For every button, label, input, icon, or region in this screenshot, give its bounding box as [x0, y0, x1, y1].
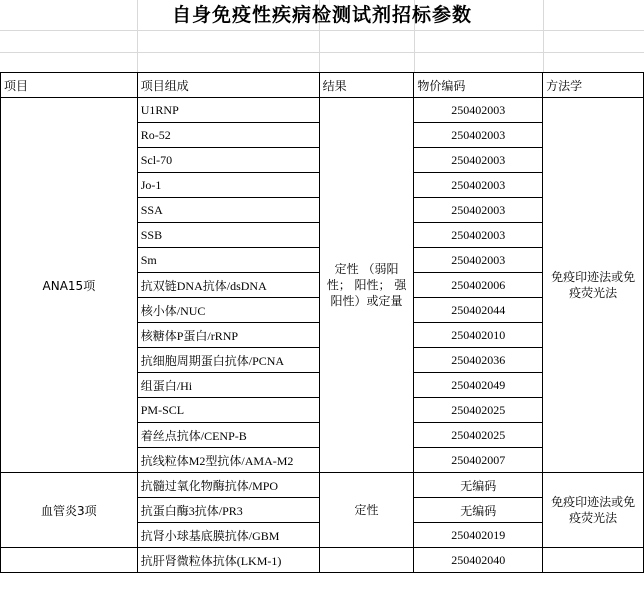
item-cell[interactable]: 抗细胞周期蛋白抗体/PCNA: [137, 348, 319, 373]
group-name-cell[interactable]: ANA15项: [1, 98, 138, 473]
price-code-cell[interactable]: 250402003: [414, 148, 543, 173]
item-cell[interactable]: SSA: [137, 198, 319, 223]
price-code-cell[interactable]: 250402025: [414, 398, 543, 423]
price-code-cell[interactable]: 250402036: [414, 348, 543, 373]
result-cell[interactable]: 定性: [319, 473, 414, 548]
item-cell[interactable]: Jo-1: [137, 173, 319, 198]
method-cell[interactable]: [543, 548, 644, 573]
price-code-cell[interactable]: 250402007: [414, 448, 543, 473]
method-cell[interactable]: 免疫印迹法或免疫荧光法: [543, 98, 644, 473]
price-code-cell[interactable]: 250402003: [414, 98, 543, 123]
header-project[interactable]: 项目: [1, 73, 138, 98]
group-name-cell[interactable]: 血管炎3项: [1, 473, 138, 548]
header-result[interactable]: 结果: [319, 73, 414, 98]
header-price-code[interactable]: 物价编码: [414, 73, 543, 98]
gridline: [0, 52, 644, 53]
item-cell[interactable]: 抗髓过氧化物酶抗体/MPO: [137, 473, 319, 498]
price-code-cell[interactable]: 250402003: [414, 223, 543, 248]
group-name-cell[interactable]: [1, 548, 138, 573]
item-cell[interactable]: 抗肾小球基底膜抗体/GBM: [137, 523, 319, 548]
method-cell[interactable]: 免疫印迹法或免疫荧光法: [543, 473, 644, 548]
header-composition[interactable]: 项目组成: [137, 73, 319, 98]
item-cell[interactable]: 抗线粒体M2型抗体/AMA-M2: [137, 448, 319, 473]
item-cell[interactable]: 核小体/NUC: [137, 298, 319, 323]
price-code-cell[interactable]: 250402006: [414, 273, 543, 298]
item-cell[interactable]: PM-SCL: [137, 398, 319, 423]
item-cell[interactable]: Sm: [137, 248, 319, 273]
price-code-cell[interactable]: 250402003: [414, 198, 543, 223]
price-code-cell[interactable]: 250402010: [414, 323, 543, 348]
table-row: [1, 98, 644, 123]
sheet-title: 自身免疫性疾病检测试剂招标参数: [171, 4, 472, 26]
item-cell[interactable]: 组蛋白/Hi: [137, 373, 319, 398]
item-cell[interactable]: 着丝点抗体/CENP-B: [137, 423, 319, 448]
price-code-cell[interactable]: 无编码: [414, 473, 543, 498]
item-cell[interactable]: 抗双链DNA抗体/dsDNA: [137, 273, 319, 298]
item-cell[interactable]: SSB: [137, 223, 319, 248]
price-code-cell[interactable]: 250402003: [414, 123, 543, 148]
item-cell[interactable]: 抗蛋白酶3抗体/PR3: [137, 498, 319, 523]
table-row: [1, 548, 644, 573]
result-cell[interactable]: [319, 548, 414, 573]
gridline: [0, 30, 644, 31]
result-cell[interactable]: 定性 （弱阳性； 阳性； 强阳性）或定量: [319, 98, 414, 473]
item-cell[interactable]: Ro-52: [137, 123, 319, 148]
price-code-cell[interactable]: 250402025: [414, 423, 543, 448]
price-code-cell[interactable]: 无编码: [414, 498, 543, 523]
price-code-cell[interactable]: 250402003: [414, 173, 543, 198]
price-code-cell[interactable]: 250402019: [414, 523, 543, 548]
item-cell[interactable]: 核糖体P蛋白/rRNP: [137, 323, 319, 348]
price-code-cell[interactable]: 250402040: [414, 548, 543, 573]
table-row: [1, 473, 644, 498]
parameter-table: [0, 72, 644, 573]
item-cell[interactable]: Scl-70: [137, 148, 319, 173]
price-code-cell[interactable]: 250402003: [414, 248, 543, 273]
header-method[interactable]: 方法学: [543, 73, 644, 98]
item-cell[interactable]: U1RNP: [137, 98, 319, 123]
item-cell[interactable]: 抗肝肾微粒体抗体(LKM-1): [137, 548, 319, 573]
price-code-cell[interactable]: 250402044: [414, 298, 543, 323]
price-code-cell[interactable]: 250402049: [414, 373, 543, 398]
header-row: [1, 73, 644, 98]
